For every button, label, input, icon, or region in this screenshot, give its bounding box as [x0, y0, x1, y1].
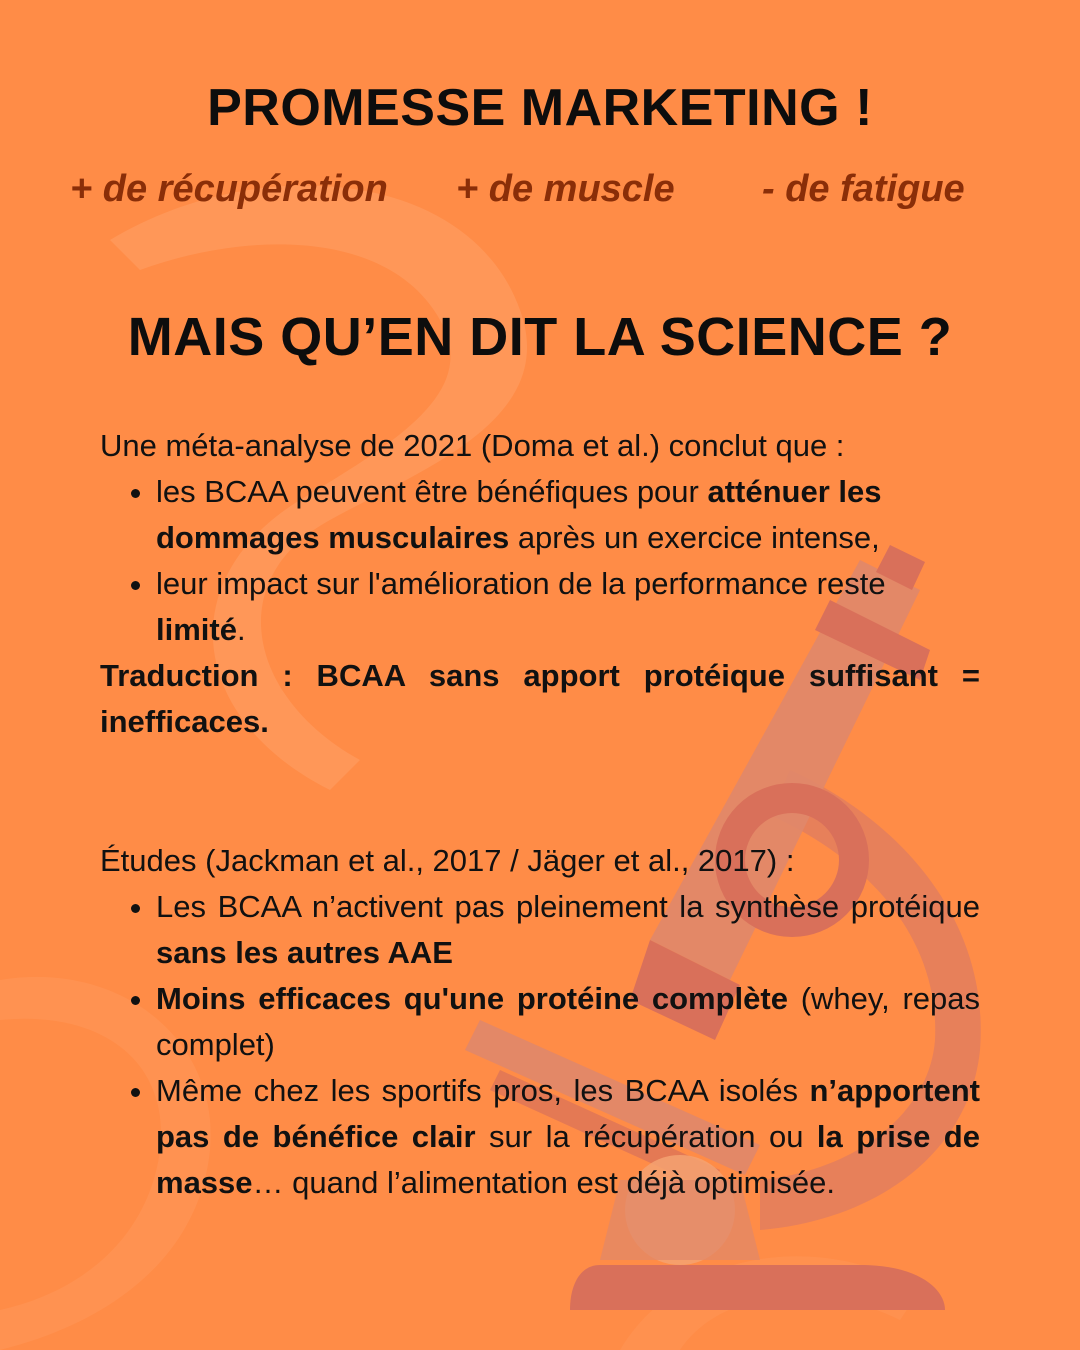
promise-fatigue: - de fatigue — [762, 168, 965, 210]
title-science: MAIS QU’EN DIT LA SCIENCE ? — [127, 307, 953, 367]
list-item — [156, 884, 980, 976]
translation-text — [100, 653, 980, 745]
study2-b3-post: … quand l’alimentation est déjà optimisée. — [252, 1165, 835, 1200]
study-jackman-jager — [100, 838, 980, 1206]
study2-b2-bold: Moins efficaces qu'une protéine complète — [156, 981, 788, 1016]
study1-b1-pre: les BCAA peuvent être bénéfiques pour — [156, 474, 708, 509]
study2-b3-bold1: n’apportent pas de bénéfice clair — [156, 1073, 980, 1154]
study1-b2-post: . — [236, 612, 246, 647]
study1-list — [100, 469, 980, 653]
list-item — [156, 561, 980, 653]
study2-b3-pre: Même chez les sportifs pros, les BCAA isolés — [156, 1073, 810, 1108]
study1-b2-pre: leur impact sur l'amélioration de la performance reste — [156, 566, 886, 601]
list-item — [156, 976, 980, 1068]
title-marketing: PROMESSE MARKETING ! — [207, 79, 873, 137]
study2-b1-pre: Les BCAA n’activent pas pleinement la synthèse protéique — [156, 889, 980, 924]
study2-list — [100, 884, 980, 1206]
study2-intro: Études (Jackman et al., 2017 / Jäger et al., 2017) : — [100, 843, 795, 878]
study1-b2-bold: limité — [156, 612, 237, 647]
study2-b2-post: (whey, repas complet) — [156, 981, 980, 1062]
study2-b1-bold: sans les autres AAE — [156, 935, 453, 970]
list-item — [156, 469, 980, 561]
study2-b3-bold2: la prise de masse — [156, 1119, 980, 1200]
translation-bold: Traduction : BCAA sans apport protéique suffisant = inefficaces. — [100, 658, 980, 739]
study2-b3-mid: sur la récupération ou — [475, 1119, 817, 1154]
list-item — [156, 1068, 980, 1206]
study1-b1-post: après un exercice intense, — [509, 520, 880, 555]
study1-intro: Une méta-analyse de 2021 (Doma et al.) conclut que : — [100, 428, 845, 463]
study-meta-analysis — [100, 423, 980, 745]
study1-b1-bold: atténuer les dommages musculaires — [156, 474, 882, 555]
promise-muscle: + de muscle — [456, 168, 675, 210]
promise-recuperation: + de récupération — [70, 168, 388, 210]
